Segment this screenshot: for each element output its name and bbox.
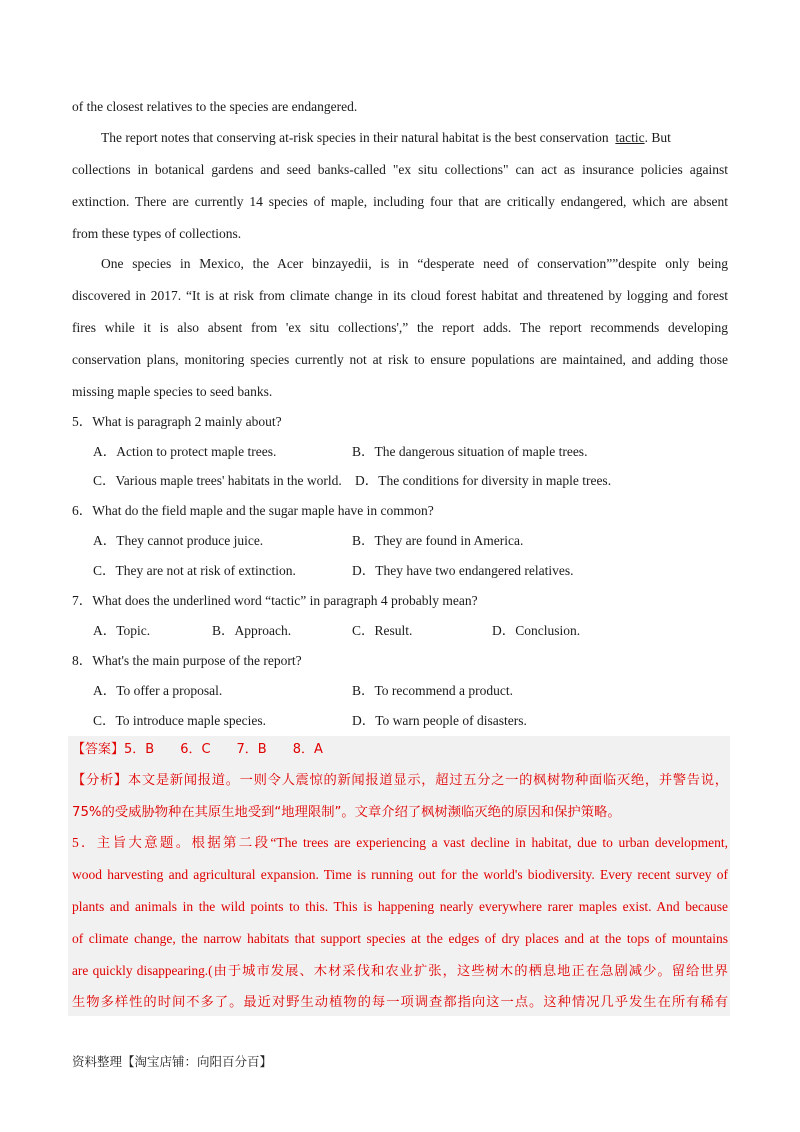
passage-line: missing maple species to seed banks. xyxy=(72,384,273,399)
question-6-stem: 6．What do the field maple and the sugar maple have in common? xyxy=(72,503,434,518)
passage-line: of the closest relatives to the species are endangered. xyxy=(72,99,358,114)
question-5-option-d: D．The conditions for diversity in maple trees. xyxy=(355,473,612,488)
explanation-line: 生物多样性的时间不多了。最近对野生动植物的每一项调查都指向这一点。这种情况几乎发生在所有稀有 xyxy=(72,995,728,1010)
question-8-option-a: A．To offer a proposal. xyxy=(93,683,223,698)
explanation-line: wood harvesting and agricultural expansion. Time is running out for the world's biodiversity. Every recent survey of xyxy=(72,867,728,882)
question-6-option-b: B．They are found in America. xyxy=(352,533,524,548)
question-8-option-d: D．To warn people of disasters. xyxy=(352,713,527,728)
passage-line: conservation plans, monitoring species currently not at risk to ensure populations are maintained, and adding those xyxy=(72,352,728,367)
explanation-line: 5．主旨大意题。根据第二段“The trees are experiencing a vast decline in habitat, due to urban development, xyxy=(72,835,728,850)
question-7-option-a: A．Topic. xyxy=(93,623,151,638)
question-8-stem: 8．What's the main purpose of the report? xyxy=(72,653,302,668)
question-7-option-c: C．Result. xyxy=(352,623,413,638)
passage-line: fires while it is also absent from 'ex situ collections',” the report adds. The report recommends developing xyxy=(72,320,728,335)
question-5-option-a: A．Action to protect maple trees. xyxy=(93,444,277,459)
analysis-line: 75%的受威胁物种在其原生地受到“地理限制”。文章介绍了枫树濒临灭绝的原因和保护策略。 xyxy=(72,805,621,820)
question-5-option-b: B．The dangerous situation of maple trees. xyxy=(352,444,588,459)
analysis-line: 【分析】本文是新闻报道。一则令人震惊的新闻报道显示，超过五分之一的枫树物种面临灭绝，并警告说， xyxy=(72,773,728,788)
underlined-word-tactic: tactic xyxy=(615,130,645,145)
question-7-stem: 7．What does the underlined word “tactic” in paragraph 4 probably mean? xyxy=(72,593,478,608)
explanation-line: are quickly disappearing.(由于城市发展、木材采伐和农业扩张，这些树木的栖息地正在急剧减少。留给世界 xyxy=(72,963,728,978)
question-6-option-d: D．They have two endangered relatives. xyxy=(352,563,574,578)
question-5-option-c: C．Various maple trees' habitats in the world. xyxy=(93,473,342,488)
question-8-option-b: B．To recommend a product. xyxy=(352,683,514,698)
passage-line: extinction. There are currently 14 species of maple, including four that are critically endangered, which are absent xyxy=(72,194,728,209)
explanation-line: plants and animals in the wild points to this. This is happening nearly everywhere rarer maples exist. And because xyxy=(72,899,728,914)
question-8-option-c: C．To introduce maple species. xyxy=(93,713,267,728)
question-7-option-d: D．Conclusion. xyxy=(492,623,581,638)
passage-line: One species in Mexico, the Acer binzayedii, is in “desperate need of conservation””despite only being xyxy=(101,256,728,271)
question-7-option-b: B．Approach. xyxy=(212,623,292,638)
question-6-option-a: A．They cannot produce juice. xyxy=(93,533,264,548)
passage-line: The report notes that conserving at-risk species in their natural habitat is the best conservation tactic. But xyxy=(101,130,671,145)
passage-line: collections in botanical gardens and seed banks-called "ex situ collections" can act as insurance policies against xyxy=(72,162,728,177)
explanation-line: of climate change, the narrow habitats that support species at the edges of dry places and at the tops of mountains xyxy=(72,931,728,946)
question-5-stem: 5．What is paragraph 2 mainly about? xyxy=(72,414,282,429)
question-6-option-c: C．They are not at risk of extinction. xyxy=(93,563,296,578)
page-footer: 资料整理【淘宝店铺：向阳百分百】 xyxy=(72,1054,273,1069)
answer-key-line: 【答案】5．B 6．C 7．B 8．A xyxy=(72,742,323,757)
passage-line: discovered in 2017. “It is at risk from climate change in its cloud forest habitat and threatened by logging and forest xyxy=(72,288,728,303)
passage-line: from these types of collections. xyxy=(72,226,242,241)
